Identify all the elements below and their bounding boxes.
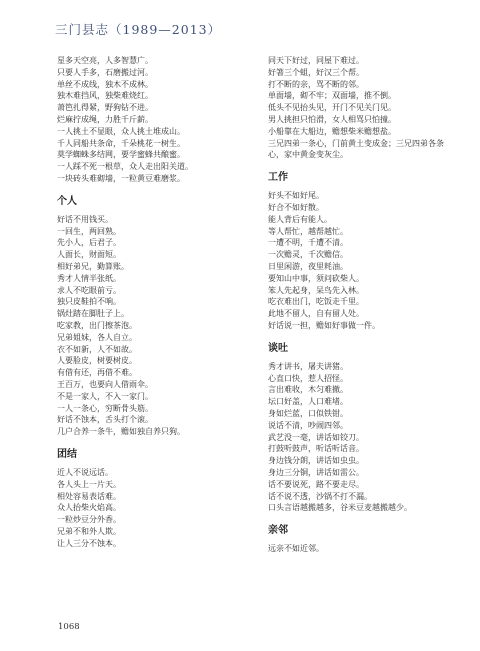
proverb-line: 能人背后有能人。 <box>268 214 332 224</box>
proverb-line: 日里闲游，夜里耗油。 <box>268 261 348 271</box>
proverb-line: 好话不用钱买。 <box>57 214 113 224</box>
proverb-line: 等人帮忙，越帮越忙。 <box>268 226 348 236</box>
proverb-line: 单丝不成线，独木不成林。 <box>57 79 153 89</box>
right-column <box>268 55 458 555</box>
proverb-line: 打鼓听鼓声，听话听话音。 <box>268 444 364 454</box>
proverb-line: 话不说不透，沙锅不打不漏。 <box>268 491 372 501</box>
proverb-line: 近人不说远话。 <box>57 467 113 477</box>
left-intro <box>57 55 257 185</box>
proverb-line: 人面长，财面短。 <box>57 250 121 260</box>
proverb-line: 要知山中事，须问砍柴人。 <box>268 273 364 283</box>
proverb-line: 衣不如新，人不如故。 <box>57 344 137 354</box>
proverb-line: 心直口快，惹人招怪。 <box>268 373 348 383</box>
proverb-line: 星多天空亮，人多智慧广。 <box>57 56 153 65</box>
proverb-line: 坛口好盖，人口难堵。 <box>268 397 348 407</box>
proverb-line: 一遭不明，千遭不清。 <box>268 238 348 248</box>
proverb-line: 独木难挡风，独柴难烧红。 <box>57 91 153 101</box>
page-header: 三门县志（1989—2013） <box>55 22 222 37</box>
proverb-line: 一人踩不死一根草，众人走出阳关道。 <box>57 162 193 172</box>
proverb-line: 众人抬柴火焰高。 <box>57 503 121 513</box>
section-tantu <box>268 361 458 514</box>
proverb-line: 锅灶踏在脚肚子上。 <box>57 309 129 319</box>
proverb-line: 一粒炒豆分外香。 <box>57 515 121 525</box>
proverb-line: 秀才讲书，屠夫讲猪。 <box>268 361 348 371</box>
proverb-line: 好话说一担，赡如好事做一件。 <box>268 320 380 330</box>
proverb-line: 不是一家人，不入一家门。 <box>57 391 153 401</box>
right-intro <box>268 55 458 161</box>
proverb-line: 笨人先起身，呆鸟先入林。 <box>268 285 364 295</box>
proverb-line: 一人挑土不显眼，众人挑土堆成山。 <box>57 126 185 136</box>
proverb-line: 打不断的亲，骂不断的邻。 <box>268 79 364 89</box>
proverb-line: 吃家教，出门擦茶泡。 <box>57 320 137 330</box>
proverb-line: 一回生，两回熟。 <box>57 226 121 236</box>
proverb-line: 言出难收，木匀难撤。 <box>268 385 348 395</box>
left-column <box>57 55 257 549</box>
section-heading-tantu: 谈吐 <box>268 342 288 354</box>
proverb-line: 一次赡灵，千次赡信。 <box>268 250 348 260</box>
proverb-line: 低头不见抬头见，开门不见关门见。 <box>268 103 396 113</box>
proverb-line: 让人三分不蚀本。 <box>57 538 121 548</box>
proverb-line: 小船靠在大船边，赡想柴米赡想盐。 <box>268 126 396 136</box>
section-heading-qinlin: 亲邻 <box>268 525 288 537</box>
proverb-line: 好头不如好尾。 <box>268 191 324 201</box>
section-geren <box>57 214 257 438</box>
proverb-paragraph: 三兄四弟一条心，门前黄土变成金；三兄四弟各条心，家中黄金变灰尘。 <box>268 138 444 160</box>
proverb-line: 一人一条心，穷断骨头筋。 <box>57 403 153 413</box>
proverb-line: 王百万，也要向人借雨伞。 <box>57 379 153 389</box>
proverb-line: 好箸三个蛆，好汉三个帮。 <box>268 67 364 77</box>
proverb-line: 烂麻拧成绳，力胜千斤薪。 <box>57 114 153 124</box>
proverb-line: 秀才人情半张纸。 <box>57 273 121 283</box>
proverb-line: 同天下好过，同屋下难过。 <box>268 56 364 65</box>
section-heading-gongzuo: 工作 <box>268 172 288 184</box>
section-heading-geren: 个人 <box>57 195 77 207</box>
proverb-line: 口头言语越搬越多，谷米豆麦越搬越少。 <box>268 503 412 513</box>
proverb-line: 兄弟不和外人欺。 <box>57 526 121 536</box>
proverb-line: 有借有还，再借不难。 <box>57 368 137 378</box>
proverb-line: 说话不清，吵闹四邻。 <box>268 420 348 430</box>
proverb-line: 相好弟兄，勤算账。 <box>57 261 129 271</box>
proverb-line: 人要脸皮，树要树皮。 <box>57 356 137 366</box>
proverb-line: 话不要说死，路不要走尽。 <box>268 479 364 489</box>
proverb-line: 吃衣难出门，吃饭走千里。 <box>268 297 364 307</box>
proverb-line: 此地不留人，自有留人处。 <box>268 309 364 319</box>
proverb-line: 身边钱分朗，讲话如虫虫。 <box>268 456 364 466</box>
proverb-line: 兄弟姐妹，各人自立。 <box>57 332 137 342</box>
proverb-line: 千人同船共条命，千朵桃花一树生。 <box>57 138 185 148</box>
section-qinlin <box>268 543 458 555</box>
proverb-line: 相处容易表话难。 <box>57 491 121 501</box>
proverb-line: 武艺没一毫，讲话如铰刀。 <box>268 432 364 442</box>
proverb-line: 只要人手多，石磨搬过河。 <box>57 67 153 77</box>
proverb-line: 各人头上一片天。 <box>57 479 121 489</box>
page-number: 1068 <box>58 622 80 632</box>
proverb-line: 好话不蚀本，舌头打个滚。 <box>57 415 153 425</box>
section-tuanjie <box>57 467 257 550</box>
proverb-line: 身边三分铜，讲话如雷公。 <box>268 467 364 477</box>
proverb-line: 好合不如好散。 <box>268 202 324 212</box>
proverb-line: 萧笆扎得紧，野狗钻不进。 <box>57 103 153 113</box>
proverb-line: 求人不吃眼前亏。 <box>57 285 121 295</box>
proverb-line: 一块砖头难砌墙，一粒黄豆难磨浆。 <box>57 173 185 183</box>
section-gongzuo <box>268 190 458 332</box>
proverb-line: 先小人，后君子。 <box>57 238 121 248</box>
section-heading-tuanjie: 团结 <box>57 448 77 460</box>
proverb-line: 单面墙，砌不牢；双面墙，推不倒。 <box>268 91 396 101</box>
proverb-line: 远亲不如近邻。 <box>268 544 324 554</box>
proverb-line: 几户合养一条牛，赡如独自养只狗。 <box>57 427 185 437</box>
proverb-line: 男人挑担只怕滑，女人相骂只怕撞。 <box>268 114 396 124</box>
proverb-line: 独只皮鞋拍不响。 <box>57 297 121 307</box>
proverb-line: 莫学蜘蛛多结网，要学蜜蜂共酿蜜。 <box>57 150 185 160</box>
proverb-line: 身如烂蓝，口似铁钳。 <box>268 408 348 418</box>
